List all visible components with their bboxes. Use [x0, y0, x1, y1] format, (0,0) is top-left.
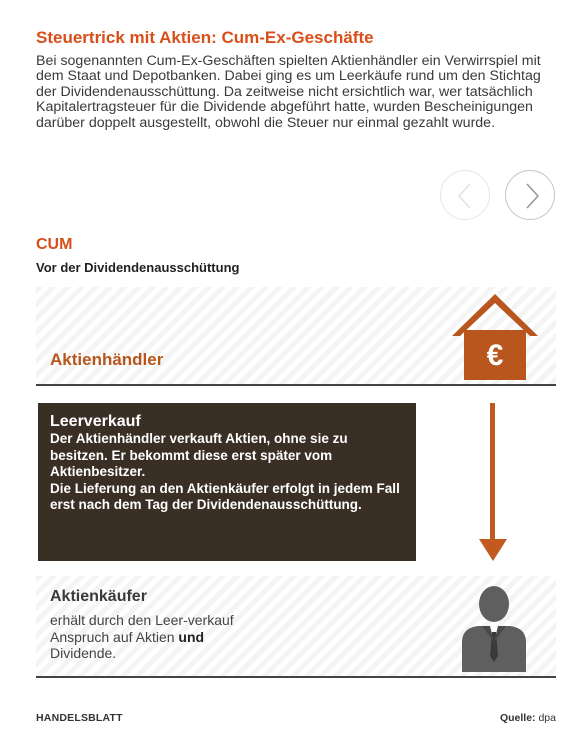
buyer-text — [50, 612, 270, 662]
buyer-text-end: Dividende. — [50, 645, 117, 661]
source-value: dpa — [538, 712, 556, 724]
euro-symbol: € — [486, 339, 504, 372]
house-euro-icon — [450, 292, 540, 384]
source-label: Quelle: — [499, 712, 536, 724]
trader-label: Aktienhändler — [50, 350, 164, 369]
brand-label: HANDELSBLATT — [36, 712, 123, 724]
box-text-2: Die Lieferung an den Aktienkäufer erfolgt in jedem Fall erst nach dem Tag der Dividendenausschüttung. — [50, 480, 400, 512]
section-subtitle: Vor der Dividendenausschüttung — [36, 260, 240, 275]
chevron-left-icon — [441, 171, 491, 221]
buyer-title: Aktienkäufer — [50, 588, 147, 605]
box-text-1: Der Aktienhändler verkauft Aktien, ohne sie zu besitzen. Er bekommt diese erst später vom Aktienbesitzer. — [50, 431, 348, 479]
businessman-icon — [460, 584, 528, 674]
page-title: Steuertrick mit Aktien: Cum-Ex-Geschäfte — [36, 28, 374, 47]
buyer-text-bold: und — [178, 628, 205, 645]
section-label: CUM — [36, 236, 73, 253]
intro-text: Bei sogenannten Cum-Ex-Geschäften spielten Aktienhändler ein Verwirrspiel mit dem Staat und Depotbanken. Dabei ging es um Leerkäufe rund um den Stichtag der Dividendenausschüttung. Da zeitweise nicht ersichtlich war, wer tatsächlich Kapitalertragsteuer für die Dividende abgeführt hatte, wurden Bescheinigungen darüber doppelt ausgestellt, obwohl die Steuer nur einmal gezahlt wurde. — [36, 53, 541, 131]
source-credit — [500, 712, 556, 724]
down-arrow-icon — [478, 403, 508, 563]
prev-button[interactable] — [440, 170, 490, 220]
leerverkauf-box — [38, 403, 416, 561]
buyer-text-part: erhält durch den Leer-verkauf Anspruch auf Aktien — [50, 612, 234, 645]
next-button[interactable] — [505, 170, 555, 220]
box-title: Leerverkauf — [50, 413, 141, 430]
chevron-right-icon — [506, 171, 556, 221]
